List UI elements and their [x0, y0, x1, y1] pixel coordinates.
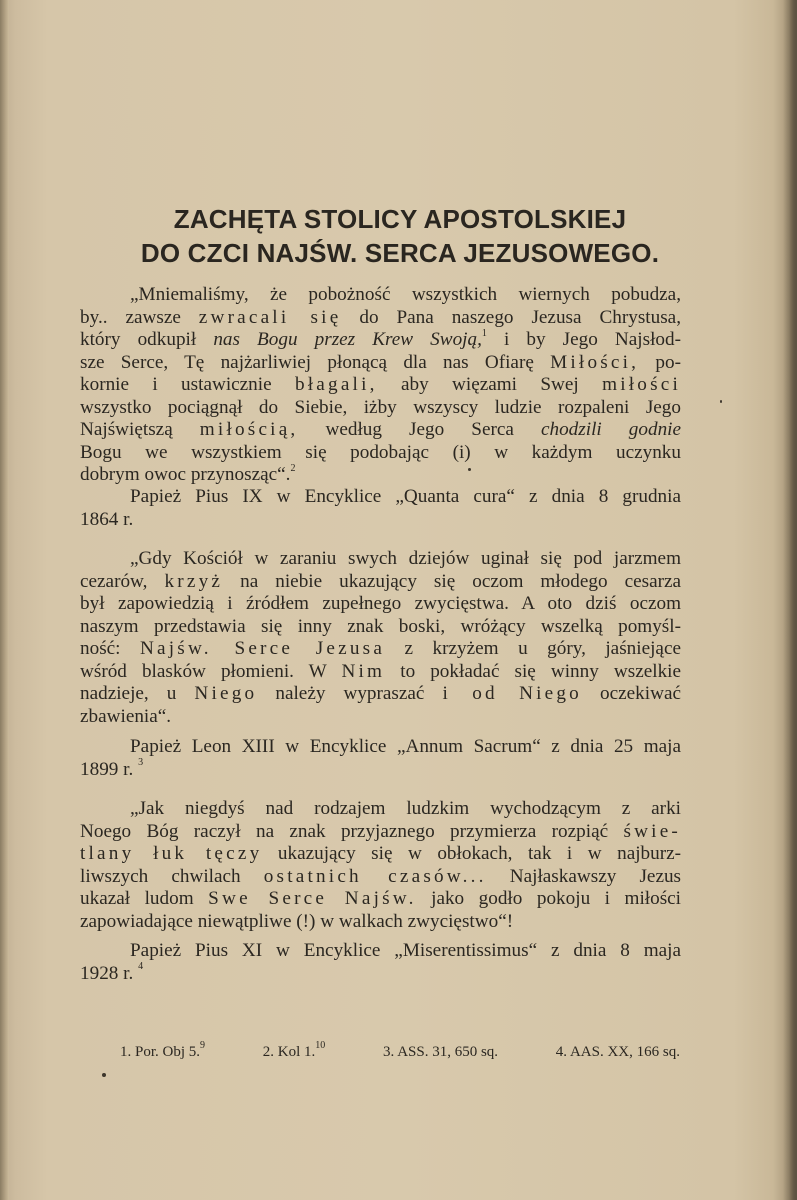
source-leon-xiii	[80, 736, 681, 781]
footnote-1: 1. Por. Obj 5.$^9$	[120, 1040, 206, 1060]
page-edge-shadow	[783, 0, 797, 1200]
source-pius-xi	[80, 940, 681, 985]
source-line: 1928 r. $^4$	[80, 961, 144, 984]
quote-line: by.. zawsze zwracali się do Pana naszego Jezusa Chrystusa,	[80, 306, 681, 328]
quote-line: ukazał ludom Swe Serce Najśw. jako godło pokoju i miłości	[80, 888, 682, 909]
quote-line: sze Serce, Tę najżarliwiej płonącą dla nas Ofiarę Miłości, po-	[80, 351, 681, 373]
quote-line: zbawienia“.	[80, 705, 172, 727]
quote-line: wśród blasków płomieni. W Nim to pokładać się winny wszelkie	[80, 660, 682, 682]
quote-line: „Jak niegdyś nad rodzajem ludzkim wychodzącym z arki	[130, 798, 681, 819]
quote-pius-xi	[80, 798, 681, 933]
source-line: Papież Pius IX w Encyklice „Quanta cura“ z dnia 8 grudnia	[130, 486, 681, 507]
footnote-3: 3. ASS. 31, 650 sq.	[383, 1044, 499, 1060]
quote-leon-xiii	[80, 548, 681, 728]
source-line: Papież Leon XIII w Encyklice „Annum Sacrum“ z dnia 25 maja	[130, 736, 681, 757]
paper-speck	[468, 468, 471, 471]
quote-line: liwszych chwilach ostatnich czasów... Najłaskawszy Jezus	[80, 865, 682, 887]
quote-line: cezarów, krzyż na niebie ukazujący się oczom młodego cesarza	[80, 570, 682, 592]
quote-line: kornie i ustawicznie błagali, aby więzami Swej miłości	[80, 374, 682, 395]
paper-speck	[102, 1073, 106, 1077]
paper-speck	[720, 400, 722, 403]
quote-line: Najświętszą miłością, według Jego Serca chodzili godnie	[80, 419, 682, 440]
quote-line: nadzieje, u Niego należy wypraszać i od Niego oczekiwać	[80, 683, 681, 704]
footnotes	[120, 1040, 680, 1061]
quote-line: był zapowiedzią i źródłem zupełnego zwycięstwa. A oto dziś oczom	[80, 593, 681, 614]
footnote-4: 4. AAS. XX, 166 sq.	[555, 1044, 680, 1060]
quote-line: tlany łuk tęczy ukazujący się w obłokach, tak i w najburz-	[80, 843, 682, 864]
quote-line: „Gdy Kościół w zaraniu swych dziejów uginał się pod jarzmem	[130, 548, 681, 569]
quote-line: „Mniemaliśmy, że pobożność wszystkich wiernych pobudza,	[130, 284, 681, 305]
quote-line: zapowiadające niewątpliwe (!) w walkach zwycięstwo“!	[80, 910, 514, 932]
quote-line: dobrym owoc przynosząc“.$^2$	[80, 462, 296, 485]
source-line: 1899 r. $^3$	[80, 757, 144, 780]
footnote-2: 2. Kol 1.10	[262, 1040, 326, 1060]
source-line: Papież Pius XI w Encyklice „Miserentissimus“ z dnia 8 maja	[130, 940, 681, 961]
heading-line-1: ZACHĘTA STOLICY APOSTOLSKIEJ	[173, 204, 627, 234]
quote-line: naszym przedstawia się inny znak boski, wróżący wszelką pomyśl-	[80, 615, 681, 637]
quote-line: który odkupił nas Bogu przez Krew Swoją,$^1$ i by Jego Najsłod-	[80, 327, 682, 350]
quote-line: wszystko pociągnął do Siebie, iżby wszyscy ludzie rozpaleni Jego	[80, 396, 681, 418]
source-line: 1864 r.	[80, 508, 134, 530]
source-pius-ix	[80, 486, 681, 531]
heading-line-2: DO CZCI NAJŚW. SERCA JEZUSOWEGO.	[140, 238, 660, 268]
page-spine	[0, 0, 9, 1200]
quote-pius-ix	[80, 284, 681, 487]
quote-line: Noego Bóg raczył na znak przyjaznego przymierza rozpiąć świe-	[80, 820, 681, 842]
quote-line: Bogu we wszystkiem się podobając (i) w każdym uczynku	[80, 441, 681, 463]
quote-line: ność: Najśw. Serce Jezusa z krzyżem u góry, jaśniejące	[80, 638, 681, 659]
